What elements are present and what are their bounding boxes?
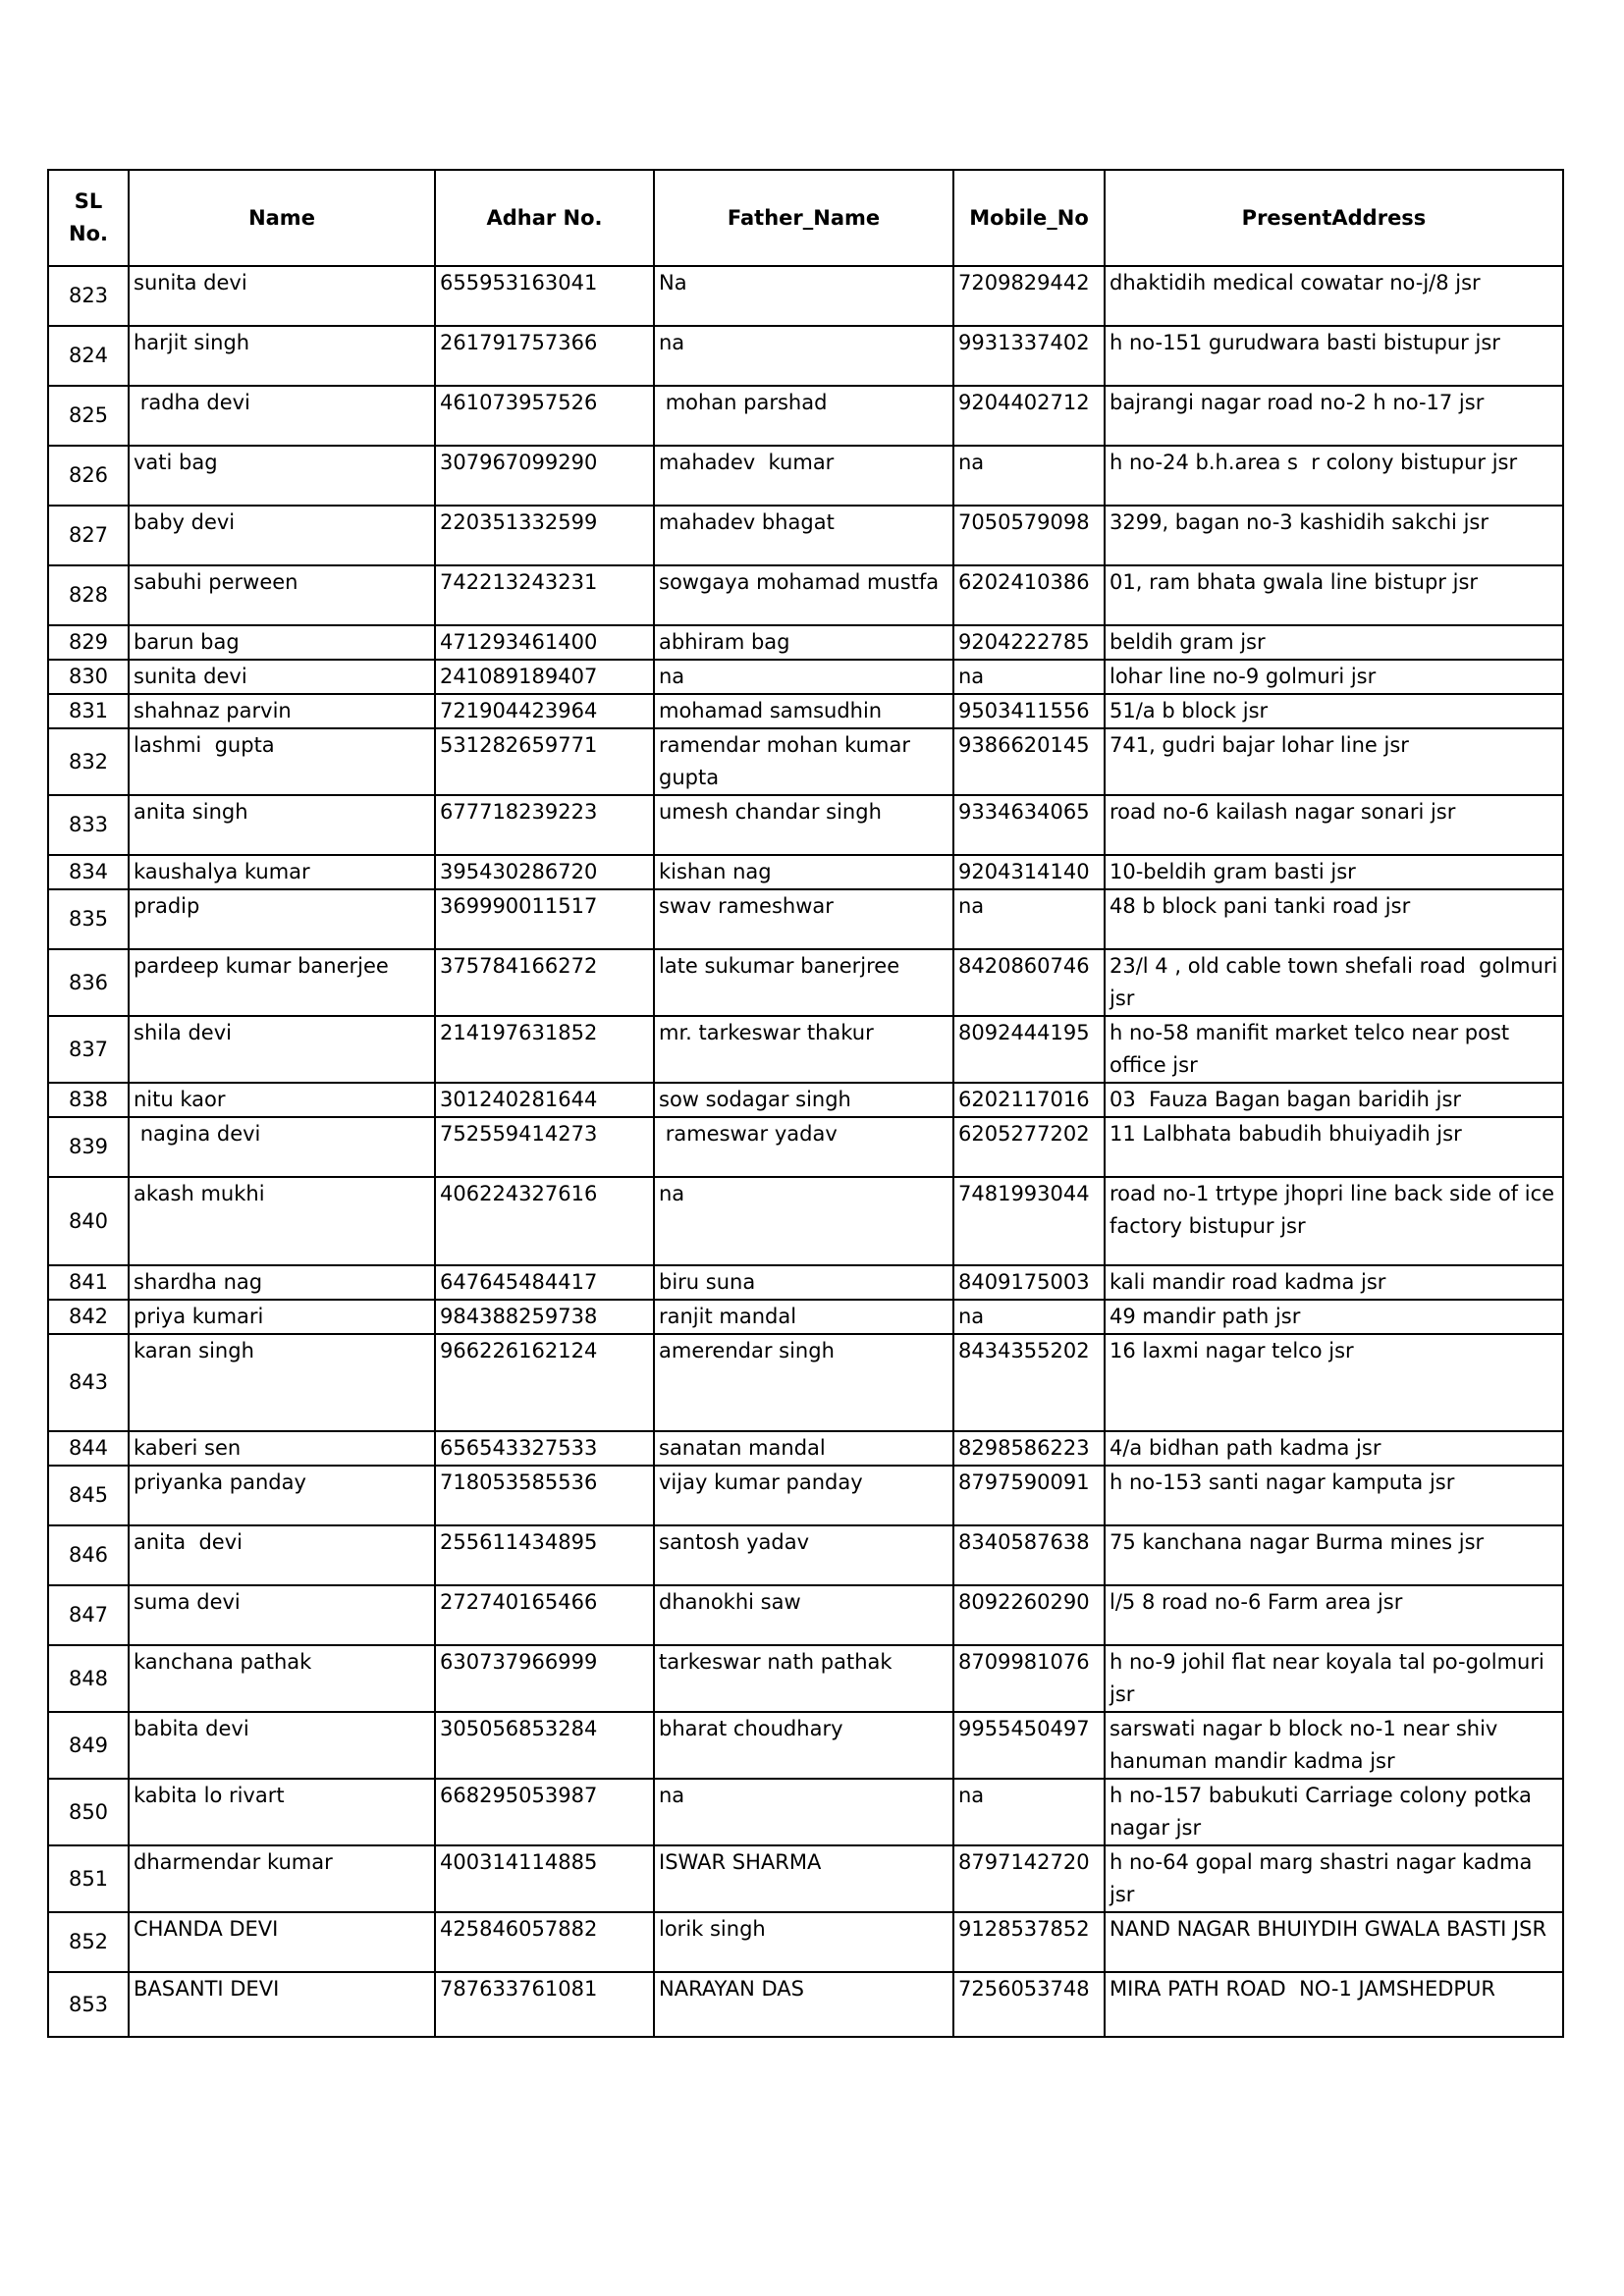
table-row [48,1845,1563,1912]
cell-adhar-no: 656543327533 [435,1431,654,1466]
cell-present-address: kali mandir road kadma jsr [1105,1265,1563,1300]
cell-sl-no: 831 [48,694,129,728]
cell-name: sunita devi [129,266,435,326]
cell-adhar-no: 742213243231 [435,565,654,625]
cell-mobile-no: 6202410386 [953,565,1105,625]
cell-mobile-no: 8420860746 [953,949,1105,1016]
cell-sl-no: 844 [48,1431,129,1466]
cell-father-name: dhanokhi saw [654,1585,953,1645]
cell-adhar-no: 241089189407 [435,660,654,694]
table-row [48,728,1563,795]
cell-mobile-no: 8409175003 [953,1265,1105,1300]
table-row [48,1300,1563,1334]
cell-present-address: l/5 8 road no-6 Farm area jsr [1105,1585,1563,1645]
cell-adhar-no: 787633761081 [435,1972,654,2037]
cell-present-address: sarswati nagar b block no-1 near shiv hanuman mandir kadma jsr [1105,1712,1563,1779]
cell-name: dharmendar kumar [129,1845,435,1912]
table-row [48,1265,1563,1300]
cell-name: kaberi sen [129,1431,435,1466]
cell-name: vati bag [129,446,435,506]
cell-sl-no: 846 [48,1525,129,1585]
header-row [48,170,1563,266]
cell-sl-no: 835 [48,889,129,949]
cell-name: akash mukhi [129,1177,435,1265]
cell-name: pradip [129,889,435,949]
table-row [48,1117,1563,1177]
cell-adhar-no: 272740165466 [435,1585,654,1645]
cell-mobile-no: 8092260290 [953,1585,1105,1645]
cell-name: shahnaz parvin [129,694,435,728]
cell-name: anita devi [129,1525,435,1585]
cell-present-address: h no-58 manifit market telco near post office jsr [1105,1016,1563,1083]
cell-name: harjit singh [129,326,435,386]
table-row [48,694,1563,728]
cell-mobile-no: 9931337402 [953,326,1105,386]
cell-mobile-no: 9204314140 [953,855,1105,889]
cell-present-address: 49 mandir path jsr [1105,1300,1563,1334]
cell-present-address: h no-153 santi nagar kamputa jsr [1105,1466,1563,1525]
table-row [48,386,1563,446]
cell-father-name: vijay kumar panday [654,1466,953,1525]
cell-sl-no: 828 [48,565,129,625]
cell-sl-no: 850 [48,1779,129,1845]
cell-adhar-no: 369990011517 [435,889,654,949]
cell-mobile-no: 8298586223 [953,1431,1105,1466]
cell-mobile-no: 7209829442 [953,266,1105,326]
cell-mobile-no: na [953,446,1105,506]
cell-sl-no: 848 [48,1645,129,1712]
cell-mobile-no: na [953,889,1105,949]
cell-sl-no: 842 [48,1300,129,1334]
cell-sl-no: 823 [48,266,129,326]
cell-sl-no: 839 [48,1117,129,1177]
table-row [48,1912,1563,1972]
cell-adhar-no: 531282659771 [435,728,654,795]
cell-father-name: umesh chandar singh [654,795,953,855]
cell-present-address: 11 Lalbhata babudih bhuiyadih jsr [1105,1117,1563,1177]
table-row [48,889,1563,949]
cell-adhar-no: 214197631852 [435,1016,654,1083]
cell-father-name: sow sodagar singh [654,1083,953,1117]
cell-father-name: ISWAR SHARMA [654,1845,953,1912]
cell-adhar-no: 752559414273 [435,1117,654,1177]
cell-present-address: 23/l 4 , old cable town shefali road golmuri jsr [1105,949,1563,1016]
cell-adhar-no: 630737966999 [435,1645,654,1712]
cell-sl-no: 829 [48,625,129,660]
header-present-address: PresentAddress [1105,170,1563,266]
cell-mobile-no: 8340587638 [953,1525,1105,1585]
cell-present-address: 03 Fauza Bagan bagan baridih jsr [1105,1083,1563,1117]
table-row [48,1466,1563,1525]
cell-sl-no: 825 [48,386,129,446]
cell-mobile-no: 9503411556 [953,694,1105,728]
table-row [48,1645,1563,1712]
cell-mobile-no: 8709981076 [953,1645,1105,1712]
cell-father-name: tarkeswar nath pathak [654,1645,953,1712]
cell-sl-no: 833 [48,795,129,855]
cell-name: sabuhi perween [129,565,435,625]
table-row [48,1972,1563,2037]
cell-name: baby devi [129,506,435,565]
table-row [48,1431,1563,1466]
cell-mobile-no: 9204402712 [953,386,1105,446]
cell-adhar-no: 425846057882 [435,1912,654,1972]
cell-name: priya kumari [129,1300,435,1334]
cell-mobile-no: 9386620145 [953,728,1105,795]
cell-name: anita singh [129,795,435,855]
cell-present-address: bajrangi nagar road no-2 h no-17 jsr [1105,386,1563,446]
cell-present-address: lohar line no-9 golmuri jsr [1105,660,1563,694]
cell-name: suma devi [129,1585,435,1645]
cell-name: babita devi [129,1712,435,1779]
cell-present-address: 51/a b block jsr [1105,694,1563,728]
cell-sl-no: 836 [48,949,129,1016]
cell-father-name: ranjit mandal [654,1300,953,1334]
table-row [48,446,1563,506]
table-row [48,1585,1563,1645]
cell-mobile-no: na [953,1779,1105,1845]
cell-sl-no: 853 [48,1972,129,2037]
header-father-name: Father_Name [654,170,953,266]
table-row [48,795,1563,855]
cell-mobile-no: 7050579098 [953,506,1105,565]
table-row [48,1083,1563,1117]
cell-name: CHANDA DEVI [129,1912,435,1972]
cell-adhar-no: 471293461400 [435,625,654,660]
cell-present-address: 75 kanchana nagar Burma mines jsr [1105,1525,1563,1585]
cell-mobile-no: 9204222785 [953,625,1105,660]
cell-name: kaushalya kumar [129,855,435,889]
cell-present-address: h no-24 b.h.area s r colony bistupur jsr [1105,446,1563,506]
cell-present-address: 4/a bidhan path kadma jsr [1105,1431,1563,1466]
cell-name: nagina devi [129,1117,435,1177]
cell-present-address: 48 b block pani tanki road jsr [1105,889,1563,949]
cell-sl-no: 837 [48,1016,129,1083]
cell-present-address: h no-151 gurudwara basti bistupur jsr [1105,326,1563,386]
records-sheet [47,169,1565,2038]
cell-adhar-no: 261791757366 [435,326,654,386]
cell-sl-no: 838 [48,1083,129,1117]
cell-sl-no: 830 [48,660,129,694]
cell-sl-no: 832 [48,728,129,795]
cell-adhar-no: 307967099290 [435,446,654,506]
cell-mobile-no: 6202117016 [953,1083,1105,1117]
table-row [48,565,1563,625]
table-body [48,266,1563,2037]
cell-father-name: Na [654,266,953,326]
cell-father-name: rameswar yadav [654,1117,953,1177]
cell-name: karan singh [129,1334,435,1431]
cell-adhar-no: 647645484417 [435,1265,654,1300]
cell-adhar-no: 655953163041 [435,266,654,326]
cell-mobile-no: 7256053748 [953,1972,1105,2037]
cell-name: radha devi [129,386,435,446]
cell-adhar-no: 255611434895 [435,1525,654,1585]
cell-adhar-no: 395430286720 [435,855,654,889]
table-header [48,170,1563,266]
header-sl-no: SL No. [48,170,129,266]
cell-present-address: 10-beldih gram basti jsr [1105,855,1563,889]
cell-mobile-no: 8434355202 [953,1334,1105,1431]
cell-sl-no: 852 [48,1912,129,1972]
table-row [48,1779,1563,1845]
cell-mobile-no: 9334634065 [953,795,1105,855]
cell-sl-no: 827 [48,506,129,565]
cell-mobile-no: 6205277202 [953,1117,1105,1177]
cell-name: nitu kaor [129,1083,435,1117]
cell-present-address: h no-9 johil flat near koyala tal po-golmuri jsr [1105,1645,1563,1712]
cell-adhar-no: 966226162124 [435,1334,654,1431]
cell-name: kabita lo rivart [129,1779,435,1845]
cell-father-name: na [654,660,953,694]
cell-father-name: kishan nag [654,855,953,889]
cell-father-name: na [654,326,953,386]
table-row [48,1177,1563,1265]
table-row [48,1712,1563,1779]
cell-present-address: h no-64 gopal marg shastri nagar kadma jsr [1105,1845,1563,1912]
cell-sl-no: 847 [48,1585,129,1645]
table-row [48,1525,1563,1585]
cell-name: sunita devi [129,660,435,694]
cell-sl-no: 826 [48,446,129,506]
cell-sl-no: 841 [48,1265,129,1300]
cell-sl-no: 834 [48,855,129,889]
cell-mobile-no: 8797590091 [953,1466,1105,1525]
cell-father-name: amerendar singh [654,1334,953,1431]
cell-sl-no: 843 [48,1334,129,1431]
cell-mobile-no: 8092444195 [953,1016,1105,1083]
cell-adhar-no: 301240281644 [435,1083,654,1117]
cell-father-name: biru suna [654,1265,953,1300]
cell-father-name: mohan parshad [654,386,953,446]
cell-present-address: road no-1 trtype jhopri line back side of ice factory bistupur jsr [1105,1177,1563,1265]
cell-father-name: lorik singh [654,1912,953,1972]
cell-father-name: mohamad samsudhin [654,694,953,728]
cell-present-address: NAND NAGAR BHUIYDIH GWALA BASTI JSR [1105,1912,1563,1972]
cell-present-address: road no-6 kailash nagar sonari jsr [1105,795,1563,855]
cell-father-name: bharat choudhary [654,1712,953,1779]
cell-mobile-no: 8797142720 [953,1845,1105,1912]
cell-name: barun bag [129,625,435,660]
cell-adhar-no: 406224327616 [435,1177,654,1265]
cell-present-address: 3299, bagan no-3 kashidih sakchi jsr [1105,506,1563,565]
cell-father-name: mahadev bhagat [654,506,953,565]
table-row [48,506,1563,565]
records-table [47,169,1564,2038]
table-row [48,625,1563,660]
cell-present-address: 741, gudri bajar lohar line jsr [1105,728,1563,795]
cell-mobile-no: 9128537852 [953,1912,1105,1972]
cell-name: shardha nag [129,1265,435,1300]
table-row [48,266,1563,326]
cell-name: pardeep kumar banerjee [129,949,435,1016]
cell-father-name: na [654,1177,953,1265]
cell-sl-no: 849 [48,1712,129,1779]
cell-name: priyanka panday [129,1466,435,1525]
cell-present-address: 01, ram bhata gwala line bistupr jsr [1105,565,1563,625]
cell-father-name: sanatan mandal [654,1431,953,1466]
cell-adhar-no: 668295053987 [435,1779,654,1845]
cell-mobile-no: 7481993044 [953,1177,1105,1265]
header-name: Name [129,170,435,266]
cell-father-name: abhiram bag [654,625,953,660]
cell-adhar-no: 461073957526 [435,386,654,446]
cell-father-name: mahadev kumar [654,446,953,506]
cell-sl-no: 851 [48,1845,129,1912]
table-row [48,949,1563,1016]
cell-name: BASANTI DEVI [129,1972,435,2037]
cell-sl-no: 845 [48,1466,129,1525]
cell-sl-no: 840 [48,1177,129,1265]
cell-present-address: MIRA PATH ROAD NO-1 JAMSHEDPUR [1105,1972,1563,2037]
cell-father-name: ramendar mohan kumar gupta [654,728,953,795]
table-row [48,326,1563,386]
cell-mobile-no: na [953,1300,1105,1334]
cell-adhar-no: 305056853284 [435,1712,654,1779]
table-row [48,855,1563,889]
cell-present-address: 16 laxmi nagar telco jsr [1105,1334,1563,1431]
cell-adhar-no: 721904423964 [435,694,654,728]
cell-adhar-no: 677718239223 [435,795,654,855]
cell-father-name: swav rameshwar [654,889,953,949]
cell-father-name: NARAYAN DAS [654,1972,953,2037]
cell-mobile-no: 9955450497 [953,1712,1105,1779]
cell-name: shila devi [129,1016,435,1083]
header-adhar-no: Adhar No. [435,170,654,266]
cell-father-name: na [654,1779,953,1845]
cell-father-name: santosh yadav [654,1525,953,1585]
cell-adhar-no: 375784166272 [435,949,654,1016]
cell-present-address: beldih gram jsr [1105,625,1563,660]
cell-name: kanchana pathak [129,1645,435,1712]
cell-father-name: mr. tarkeswar thakur [654,1016,953,1083]
cell-present-address: dhaktidih medical cowatar no-j/8 jsr [1105,266,1563,326]
table-row [48,660,1563,694]
cell-sl-no: 824 [48,326,129,386]
cell-name: lashmi gupta [129,728,435,795]
cell-adhar-no: 718053585536 [435,1466,654,1525]
cell-father-name: late sukumar banerjree [654,949,953,1016]
cell-adhar-no: 400314114885 [435,1845,654,1912]
cell-present-address: h no-157 babukuti Carriage colony potka nagar jsr [1105,1779,1563,1845]
table-row [48,1016,1563,1083]
header-mobile-no: Mobile_No [953,170,1105,266]
cell-mobile-no: na [953,660,1105,694]
cell-adhar-no: 220351332599 [435,506,654,565]
cell-adhar-no: 984388259738 [435,1300,654,1334]
table-row [48,1334,1563,1431]
cell-father-name: sowgaya mohamad mustfa [654,565,953,625]
